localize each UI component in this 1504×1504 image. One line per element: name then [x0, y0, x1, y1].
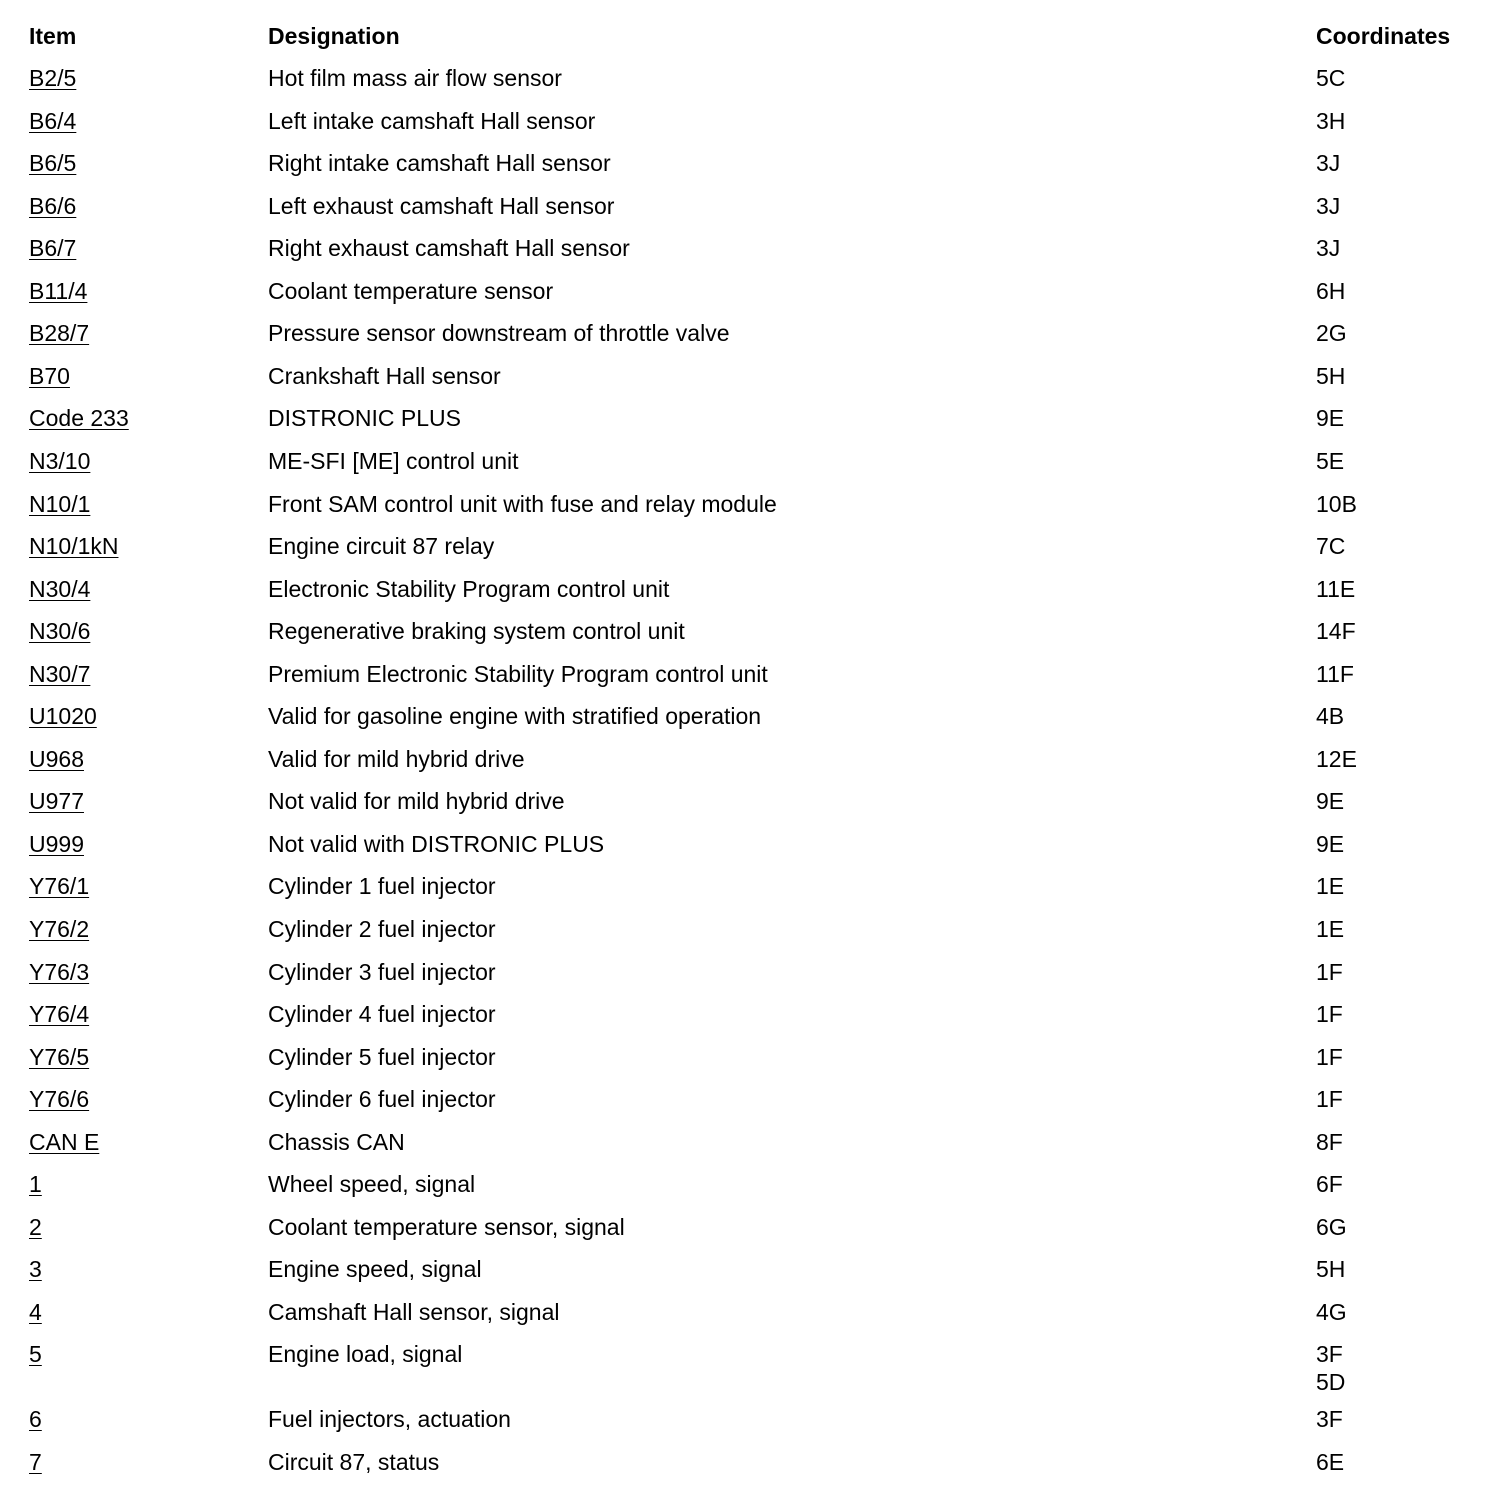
- designation-text: Cylinder 3 fuel injector: [268, 959, 496, 985]
- designation-text: Cylinder 6 fuel injector: [268, 1086, 496, 1112]
- coordinate-value: 6G: [1316, 1214, 1347, 1240]
- designation-text: Engine circuit 87 relay: [268, 533, 495, 559]
- item-link[interactable]: U968: [29, 746, 84, 772]
- coordinates-cell: [1316, 277, 1345, 305]
- item-link[interactable]: Y76/1: [29, 873, 90, 899]
- designation-text: Left exhaust camshaft Hall sensor: [268, 193, 615, 219]
- coordinate-value: 14F: [1316, 618, 1356, 644]
- coordinates-cell: [1316, 1128, 1343, 1156]
- designation-text: Pressure sensor downstream of throttle valve: [268, 320, 730, 346]
- item-link[interactable]: N30/4: [29, 576, 91, 602]
- designation-text: ME-SFI [ME] control unit: [268, 448, 519, 474]
- item-link[interactable]: Y76/2: [29, 916, 90, 942]
- coordinate-value: 5E: [1316, 448, 1345, 474]
- item-link[interactable]: B28/7: [29, 320, 90, 346]
- designation-text: Regenerative braking system control unit: [268, 618, 685, 644]
- designation-text: Hot film mass air flow sensor: [268, 65, 562, 91]
- item-link[interactable]: 3: [29, 1256, 42, 1282]
- item-link[interactable]: CAN E: [29, 1129, 100, 1155]
- designation-text: Front SAM control unit with fuse and relay module: [268, 491, 777, 517]
- item-link[interactable]: N30/6: [29, 618, 91, 644]
- coordinates-cell: [1316, 362, 1345, 390]
- designation-text: Engine load, signal: [268, 1341, 463, 1367]
- item-link[interactable]: N30/7: [29, 661, 91, 687]
- item-link[interactable]: B11/4: [29, 278, 88, 304]
- coordinate-value: 3H: [1316, 108, 1346, 134]
- coordinate-value: 5D: [1316, 1369, 1346, 1395]
- item-link[interactable]: B70: [29, 363, 70, 389]
- designation-text: Cylinder 1 fuel injector: [268, 873, 496, 899]
- coordinate-value: 6F: [1316, 1171, 1343, 1197]
- item-link[interactable]: N10/1: [29, 491, 91, 517]
- item-link[interactable]: B6/6: [29, 193, 77, 219]
- designation-text: Coolant temperature sensor: [268, 278, 554, 304]
- coordinate-value: 1F: [1316, 959, 1343, 985]
- coordinates-cell: [1316, 1448, 1344, 1476]
- item-link[interactable]: 5: [29, 1341, 42, 1367]
- designation-text: Valid for mild hybrid drive: [268, 746, 525, 772]
- designation-text: Not valid for mild hybrid drive: [268, 788, 565, 814]
- designation-text: Right intake camshaft Hall sensor: [268, 150, 611, 176]
- header-coordinates: Coordinates: [1316, 23, 1451, 49]
- coordinates-cell: [1316, 660, 1354, 688]
- item-link[interactable]: Y76/6: [29, 1086, 90, 1112]
- coordinate-value: 4G: [1316, 1299, 1347, 1325]
- coordinate-value: 6E: [1316, 1449, 1345, 1475]
- item-link[interactable]: Y76/4: [29, 1001, 90, 1027]
- coordinate-value: 4B: [1316, 703, 1345, 729]
- coordinates-cell: [1316, 447, 1344, 475]
- coordinate-value: 9E: [1316, 831, 1345, 857]
- designation-text: Premium Electronic Stability Program control unit: [268, 661, 768, 687]
- coordinates-cell: [1316, 1043, 1343, 1071]
- coordinate-value: 9E: [1316, 788, 1345, 814]
- header-item: Item: [29, 23, 77, 49]
- coordinates-cell: [1316, 872, 1344, 900]
- item-link[interactable]: Y76/3: [29, 959, 90, 985]
- coordinates-cell: [1316, 830, 1344, 858]
- coordinate-value: 1F: [1316, 1044, 1343, 1070]
- designation-text: Electronic Stability Program control unit: [268, 576, 670, 602]
- coordinates-cell: [1316, 404, 1344, 432]
- coordinates-cell: [1316, 745, 1357, 773]
- item-link[interactable]: B6/5: [29, 150, 77, 176]
- designation-text: DISTRONIC PLUS: [268, 405, 461, 431]
- coordinate-value: 5C: [1316, 65, 1346, 91]
- coordinates-cell: [1316, 1340, 1345, 1396]
- designation-text: Circuit 87, status: [268, 1449, 440, 1475]
- coordinate-value: 1E: [1316, 916, 1345, 942]
- coordinate-value: 1F: [1316, 1001, 1343, 1027]
- item-link[interactable]: B6/7: [29, 235, 77, 261]
- designation-text: Engine speed, signal: [268, 1256, 482, 1282]
- coordinate-value: 11E: [1316, 576, 1356, 602]
- coordinates-cell: [1316, 702, 1344, 730]
- designation-text: Cylinder 4 fuel injector: [268, 1001, 496, 1027]
- coordinates-cell: [1316, 1170, 1343, 1198]
- coordinate-value: 5H: [1316, 363, 1346, 389]
- coordinate-value: 5H: [1316, 1256, 1346, 1282]
- item-link[interactable]: 7: [29, 1449, 42, 1475]
- item-link[interactable]: Y76/5: [29, 1044, 90, 1070]
- coordinate-value: 10B: [1316, 491, 1357, 517]
- item-link[interactable]: U999: [29, 831, 84, 857]
- coordinates-cell: [1316, 915, 1344, 943]
- item-link[interactable]: B6/4: [29, 108, 77, 134]
- designation-text: Valid for gasoline engine with stratified operation: [268, 703, 762, 729]
- designation-text: Left intake camshaft Hall sensor: [268, 108, 596, 134]
- coordinates-cell: [1316, 1298, 1347, 1326]
- coordinates-cell: [1316, 1000, 1343, 1028]
- designation-text: Wheel speed, signal: [268, 1171, 476, 1197]
- coordinate-value: 3J: [1316, 150, 1341, 176]
- item-link[interactable]: N10/1kN: [29, 533, 119, 559]
- item-link[interactable]: 6: [29, 1406, 42, 1432]
- header-designation: Designation: [268, 23, 400, 49]
- coordinate-value: 2G: [1316, 320, 1347, 346]
- coordinates-cell: [1316, 958, 1343, 986]
- coordinate-value: 8F: [1316, 1129, 1343, 1155]
- item-link[interactable]: U1020: [29, 703, 97, 729]
- coordinate-value: 1E: [1316, 873, 1345, 899]
- coordinates-cell: [1316, 490, 1357, 518]
- coordinates-cell: [1316, 787, 1344, 815]
- coordinates-cell: [1316, 532, 1345, 560]
- coordinate-value: 3J: [1316, 235, 1341, 261]
- coordinates-cell: [1316, 1405, 1343, 1433]
- coordinates-cell: [1316, 617, 1356, 645]
- coordinates-cell: [1316, 575, 1355, 603]
- item-link[interactable]: B2/5: [29, 65, 77, 91]
- coordinate-value: 9E: [1316, 405, 1345, 431]
- item-link[interactable]: 4: [29, 1299, 42, 1325]
- coordinates-cell: [1316, 149, 1340, 177]
- designation-text: Fuel injectors, actuation: [268, 1406, 511, 1432]
- coordinates-cell: [1316, 234, 1340, 262]
- item-link[interactable]: U977: [29, 788, 84, 814]
- item-link[interactable]: 1: [29, 1171, 42, 1197]
- designation-text: Not valid with DISTRONIC PLUS: [268, 831, 605, 857]
- coordinate-value: 11F: [1316, 661, 1354, 687]
- designation-text: Crankshaft Hall sensor: [268, 363, 501, 389]
- coordinate-value: 3F: [1316, 1341, 1343, 1367]
- coordinate-value: 7C: [1316, 533, 1346, 559]
- coordinate-value: 6H: [1316, 278, 1346, 304]
- coordinate-value: 1F: [1316, 1086, 1343, 1112]
- coordinates-cell: [1316, 1255, 1345, 1283]
- coordinate-value: 3F: [1316, 1406, 1343, 1432]
- designation-text: Cylinder 5 fuel injector: [268, 1044, 496, 1070]
- coordinates-cell: [1316, 1085, 1343, 1113]
- designation-text: Cylinder 2 fuel injector: [268, 916, 496, 942]
- designation-text: Right exhaust camshaft Hall sensor: [268, 235, 630, 261]
- coordinates-cell: [1316, 107, 1345, 135]
- designation-text: Chassis CAN: [268, 1129, 405, 1155]
- item-link[interactable]: 2: [29, 1214, 42, 1240]
- item-link[interactable]: N3/10: [29, 448, 91, 474]
- coordinates-cell: [1316, 64, 1345, 92]
- coordinates-cell: [1316, 192, 1340, 220]
- coordinates-cell: [1316, 1213, 1347, 1241]
- designation-text: Coolant temperature sensor, signal: [268, 1214, 625, 1240]
- item-link[interactable]: Code 233: [29, 405, 129, 431]
- coordinate-value: 3J: [1316, 193, 1341, 219]
- coordinates-cell: [1316, 319, 1347, 347]
- coordinate-value: 12E: [1316, 746, 1357, 772]
- designation-text: Camshaft Hall sensor, signal: [268, 1299, 560, 1325]
